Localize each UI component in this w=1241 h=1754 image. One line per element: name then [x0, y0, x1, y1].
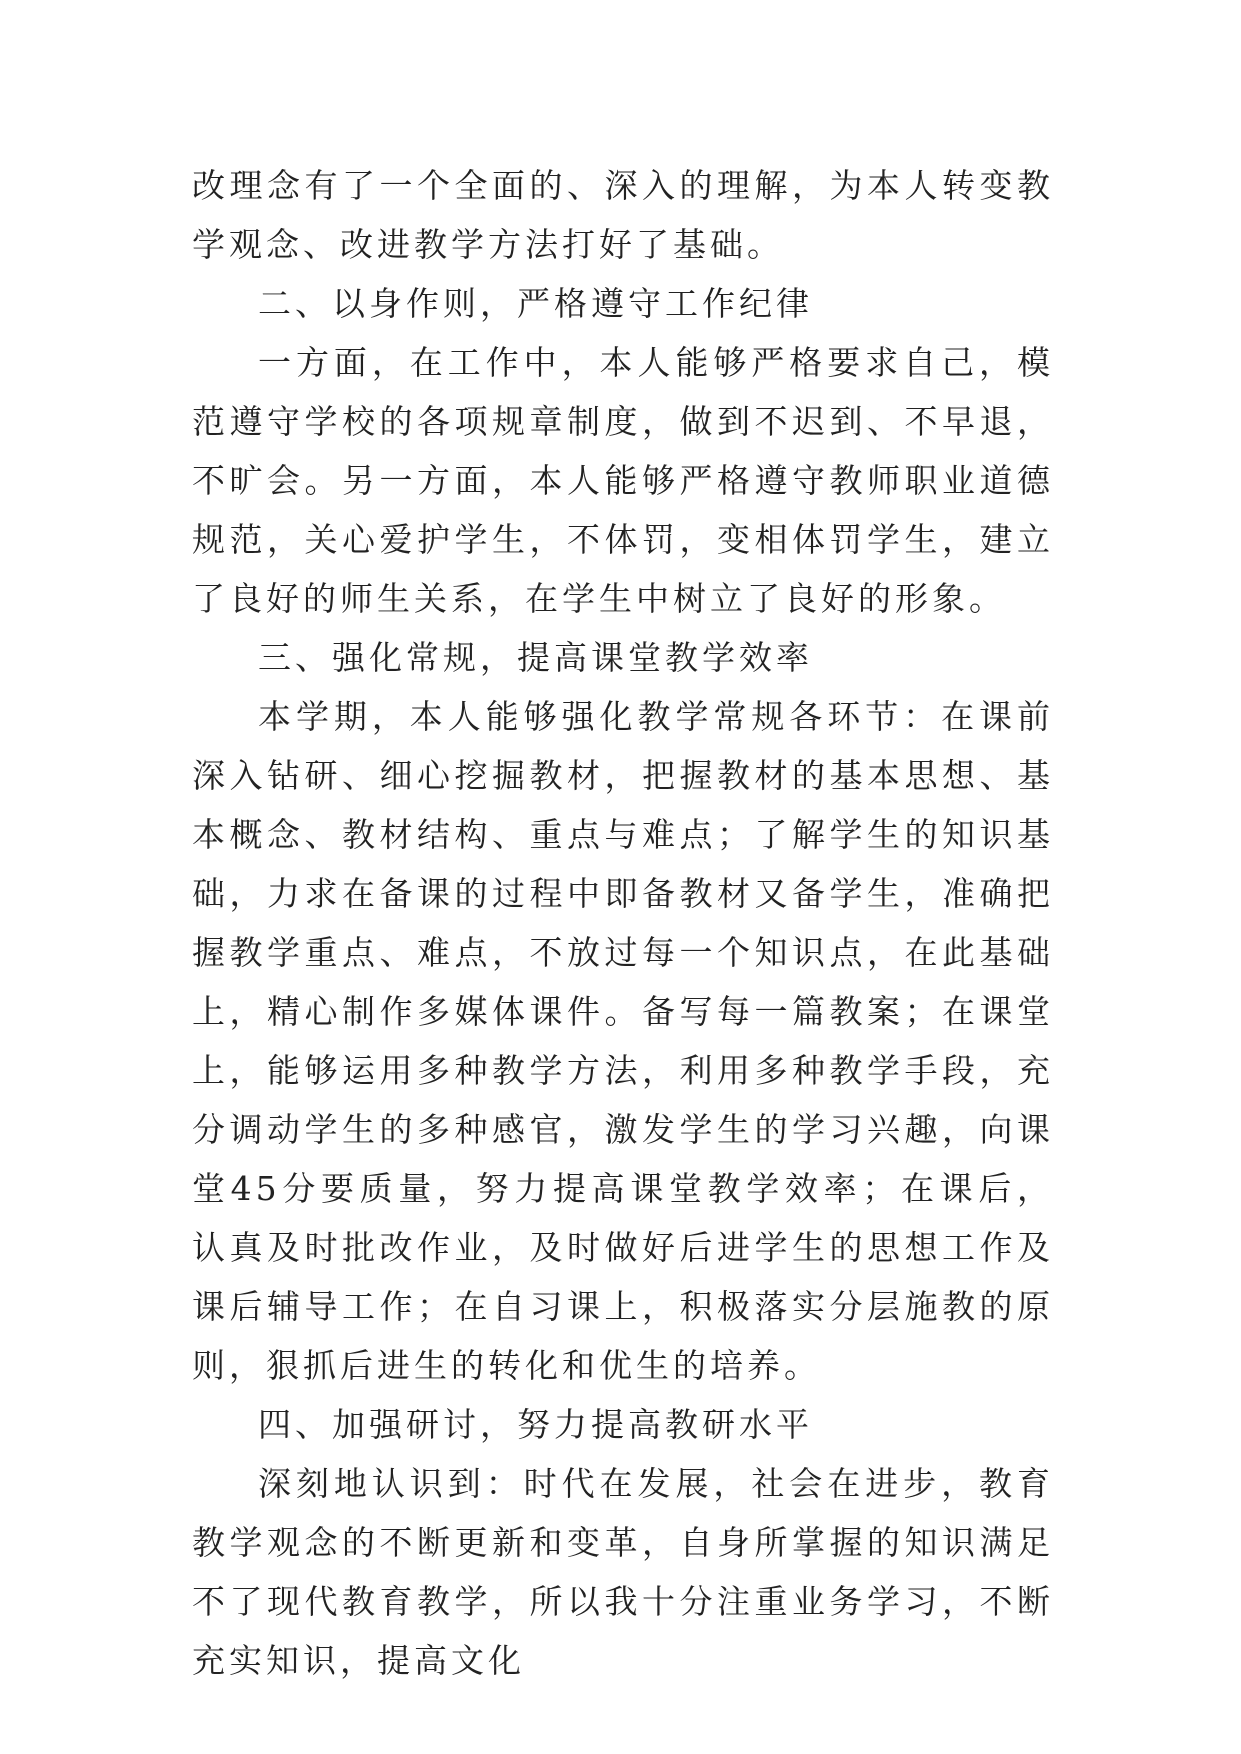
paragraph-continuation: 改理念有了一个全面的、深入的理解，为本人转变教学观念、改进教学方法打好了基础。	[192, 166, 1054, 264]
document-body	[192, 156, 1054, 1690]
section-heading-4: 四、加强研讨，努力提高教研水平	[258, 1405, 813, 1444]
paragraph-research: 深刻地认识到：时代在发展，社会在进步，教育教学观念的不断更新和变革，自身所掌握的知识满足不了现代教育教学，所以我十分注重业务学习，不断充实知识，提高文化	[192, 1464, 1054, 1680]
paragraph-discipline: 一方面，在工作中，本人能够严格要求自己，模范遵守学校的各项规章制度，做到不迟到、不早退，不旷会。另一方面，本人能够严格遵守教师职业道德规范，关心爱护学生，不体罚，变相体罚学生，建立了良好的师生关系，在学生中树立了良好的形象。	[192, 343, 1054, 618]
section-heading-2: 二、以身作则，严格遵守工作纪律	[258, 284, 813, 323]
paragraph-teaching-routine: 本学期，本人能够强化教学常规各环节：在课前深入钻研、细心挖掘教材，把握教材的基本思想、基本概念、教材结构、重点与难点；了解学生的知识基础，力求在备课的过程中即备教材又备学生，准确把握教学重点、难点，不放过每一个知识点，在此基础上，精心制作多媒体课件。备写每一篇教案；在课堂上，能够运用多种教学方法，利用多种教学手段，充分调动学生的多种感官，激发学生的学习兴趣，向课堂45分要质量，努力提高课堂教学效率；在课后，认真及时批改作业，及时做好后进学生的思想工作及课后辅导工作；在自习课上，积极落实分层施教的原则，狠抓后进生的转化和优生的培养。	[192, 697, 1054, 1385]
section-heading-3: 三、强化常规，提高课堂教学效率	[258, 638, 813, 677]
